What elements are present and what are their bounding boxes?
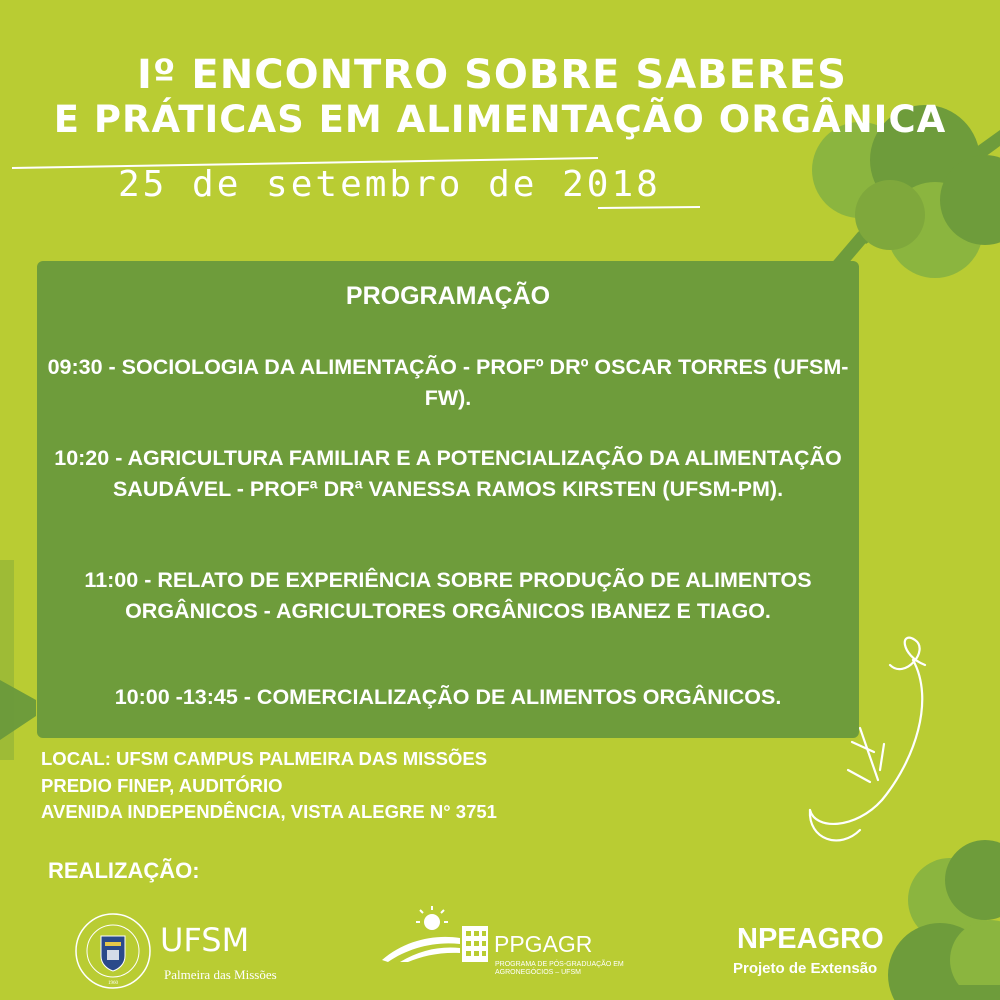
tree-bottom-right-icon	[888, 840, 1000, 1000]
event-title-line1: Iº ENCONTRO SOBRE SABERES	[137, 52, 847, 98]
ufsm-seal-icon	[74, 912, 152, 990]
location-line: LOCAL: UFSM CAMPUS PALMEIRA DAS MISSÕES	[41, 748, 488, 769]
ppgagr-subtitle: PROGRAMA DE PÓS-GRADUAÇÃO EM AGRONEGÓCIOS – UFSM	[495, 961, 624, 976]
location-line: AVENIDA INDEPENDÊNCIA, VISTA ALEGRE N° 3751	[41, 801, 497, 822]
npeagro-subtitle: Projeto de Extensão	[733, 960, 878, 977]
program-item: 09:30 - SOCIOLOGIA DA ALIMENTAÇÃO - PROFº DRº OSCAR TORRES (UFSM-FW).	[47, 355, 849, 410]
organizers-label: REALIZAÇÃO:	[48, 858, 200, 883]
program-item: 11:00 - RELATO DE EXPERIÊNCIA SOBRE PRODUÇÃO DE ALIMENTOS ORGÂNICOS - AGRICULTORES ORGÂNICOS IBANEZ E TIAGO.	[84, 568, 812, 623]
event-title-line2: E PRÁTICAS EM ALIMENTAÇÃO ORGÂNICA	[53, 98, 947, 141]
ppgagr-logo-icon	[380, 900, 490, 966]
location-info	[41, 746, 497, 826]
branch-left-icon	[0, 560, 36, 760]
program-title: PROGRAMAÇÃO	[345, 282, 551, 310]
program-item: 10:20 - AGRICULTURA FAMILIAR E A POTENCIALIZAÇÃO DA ALIMENTAÇÃO SAUDÁVEL - PROFª DRª VANESSA RAMOS KIRSTEN (UFSM-PM).	[54, 446, 842, 501]
npeagro-name: NPEAGRO	[737, 923, 884, 955]
location-line: PREDIO FINEP, AUDITÓRIO	[41, 774, 283, 796]
ufsm-subtitle: Palmeira das Missões	[164, 967, 277, 982]
event-date: 25 de setembro de 2018	[118, 164, 661, 205]
ufsm-name: UFSM	[160, 921, 250, 959]
program-item: 10:00 -13:45 - COMERCIALIZAÇÃO DE ALIMENTOS ORGÂNICOS.	[114, 685, 782, 709]
svg-text:1960: 1960	[108, 981, 118, 986]
ppgagr-name: PPGAGR	[494, 931, 593, 957]
